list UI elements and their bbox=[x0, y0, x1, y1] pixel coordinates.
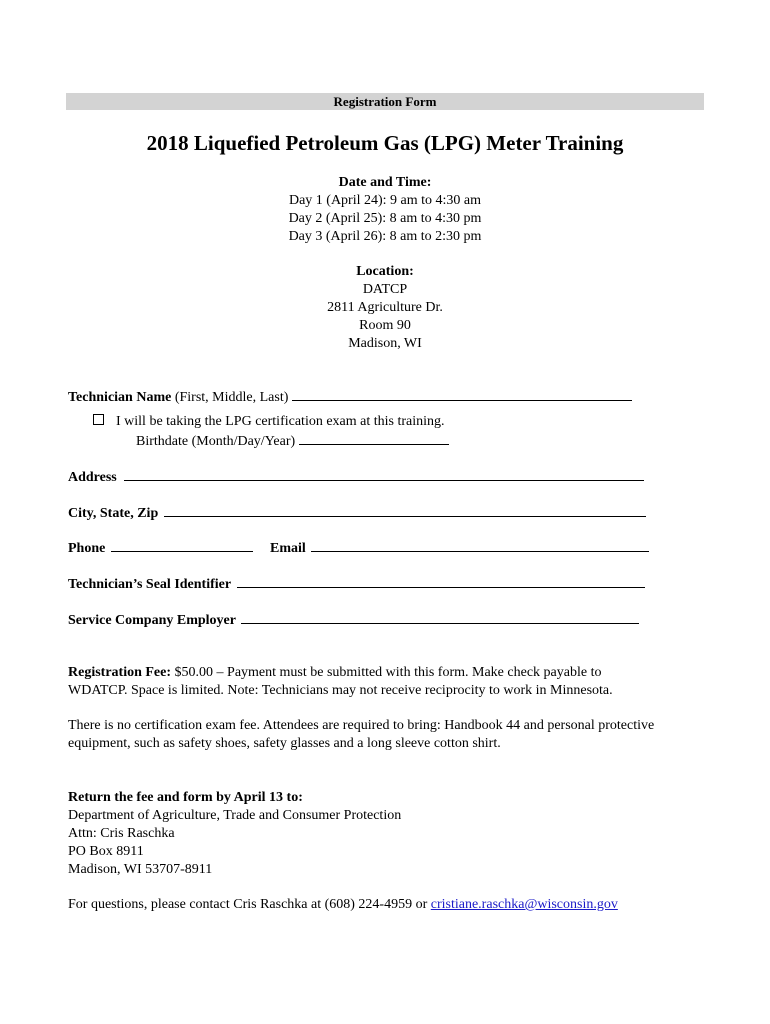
day-2-schedule: Day 2 (April 25): 8 am to 4:30 pm bbox=[288, 211, 482, 226]
contact-text: For questions, please contact Cris Raschka at (608) 224-4959 or bbox=[68, 897, 431, 912]
employer-field[interactable] bbox=[241, 610, 639, 624]
address-field[interactable] bbox=[124, 467, 644, 481]
form-header-bar: Registration Form bbox=[66, 93, 704, 110]
employer-label: Service Company Employer bbox=[68, 613, 236, 628]
day-3-schedule: Day 3 (April 26): 8 am to 2:30 pm bbox=[288, 229, 482, 244]
email-row bbox=[270, 538, 649, 558]
seal-identifier-field[interactable] bbox=[237, 574, 645, 588]
technician-name-row bbox=[68, 387, 632, 407]
contact-line bbox=[68, 896, 708, 914]
employer-row bbox=[68, 610, 639, 630]
exam-note-line: There is no certification exam fee. Attendees are required to bring: Handbook 44 and personal protective bbox=[68, 718, 655, 733]
exam-fee-note bbox=[68, 717, 708, 753]
location-label: Location: bbox=[356, 264, 414, 279]
return-address-line: Madison, WI 53707-8911 bbox=[68, 862, 213, 877]
seal-identifier-label: Technician’s Seal Identifier bbox=[68, 577, 232, 592]
day-1-schedule: Day 1 (April 24): 9 am to 4:30 am bbox=[288, 193, 482, 208]
return-label: Return the fee and form by April 13 to: bbox=[68, 790, 303, 805]
seal-identifier-row bbox=[68, 574, 645, 594]
registration-fee-paragraph bbox=[68, 664, 708, 700]
address-row bbox=[68, 467, 644, 487]
exam-checkbox-label: I will be taking the LPG certification exam at this training. bbox=[116, 414, 445, 429]
registration-fee-label: Registration Fee: bbox=[68, 665, 172, 680]
location-section bbox=[0, 263, 770, 353]
registration-fee-text: $50.00 – Payment must be submitted with this form. Make check payable to bbox=[171, 665, 602, 680]
email-label: Email bbox=[270, 541, 306, 556]
contact-email-link[interactable]: cristiane.raschka@wisconsin.gov bbox=[430, 897, 618, 912]
email-field[interactable] bbox=[311, 538, 649, 552]
city-state-zip-row bbox=[68, 503, 646, 523]
return-address-line: Attn: Cris Raschka bbox=[68, 826, 175, 841]
technician-name-label: Technician Name bbox=[68, 390, 172, 405]
technician-name-hint: (First, Middle, Last) bbox=[171, 390, 292, 405]
exam-checkbox[interactable] bbox=[93, 414, 104, 425]
location-line: 2811 Agriculture Dr. bbox=[327, 300, 443, 315]
location-line: Room 90 bbox=[359, 318, 411, 333]
birthdate-field[interactable] bbox=[299, 431, 449, 445]
address-label: Address bbox=[68, 470, 117, 485]
page-title: 2018 Liquefied Petroleum Gas (LPG) Meter Training bbox=[146, 131, 624, 155]
technician-name-field[interactable] bbox=[292, 387, 632, 401]
birthdate-row bbox=[136, 431, 449, 451]
location-line: DATCP bbox=[362, 282, 408, 297]
phone-label: Phone bbox=[68, 541, 106, 556]
city-state-zip-label: City, State, Zip bbox=[68, 506, 159, 521]
birthdate-label: Birthdate (Month/Day/Year) bbox=[136, 434, 299, 449]
return-address-line: PO Box 8911 bbox=[68, 844, 144, 859]
phone-row bbox=[68, 538, 253, 558]
exam-checkbox-row bbox=[93, 413, 445, 431]
phone-field[interactable] bbox=[111, 538, 253, 552]
return-address-line: Department of Agriculture, Trade and Consumer Protection bbox=[68, 808, 402, 823]
exam-note-line: equipment, such as safety shoes, safety glasses and a long sleeve cotton shirt. bbox=[68, 736, 501, 751]
registration-fee-text-2: WDATCP. Space is limited. Note: Technicians may not receive reciprocity to work in Minnesota. bbox=[68, 683, 613, 698]
date-time-label: Date and Time: bbox=[338, 175, 432, 190]
city-state-zip-field[interactable] bbox=[164, 503, 646, 517]
date-time-section bbox=[0, 174, 770, 246]
return-address-block bbox=[68, 789, 708, 879]
location-line: Madison, WI bbox=[348, 336, 422, 351]
